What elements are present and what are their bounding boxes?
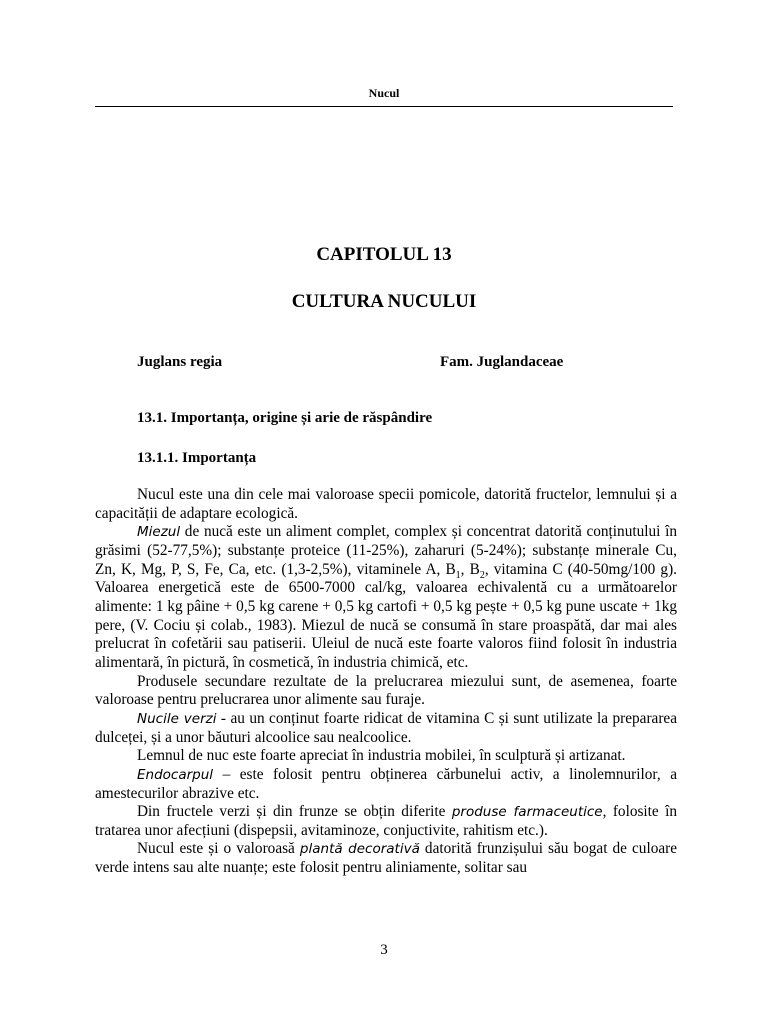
paragraph-2-text-c: , vitamina C (40-50mg/100 g). Valoarea energetică este de 6500-7000 cal/kg, valoarea echivalentă cu a următoarelor alimente: 1 kg pâine + 0,5 kg carene + 0,5 kg cartofi + 0,5 kg pește + 0,5 kg pune uscate + 1kg pere, (V. Cociu și colab., 1983). Miezul de nucă se consumă în stare proaspătă, dar mai ales prelucrat în cofetării sau patiserii. Uleiul de nucă este foarte valoros fiind folosit în industria alimentară, în pictură, în cosmetică, în industria chimică, etc. xyxy=(95,560,677,671)
paragraph-4-text: - au un conținut foarte ridicat de vitamina C și sunt utilizate la prepararea dulceței, și a unor băuturi alcoolice sau nealcoolice. xyxy=(95,709,677,746)
chapter-number: CAPITOLUL 13 xyxy=(316,244,452,265)
paragraph-6 xyxy=(95,766,677,803)
paragraph-7-text-b: , folosite în tratarea unor afecțiuni (dispepsii, avitaminoze, conjuctivite, rahitism etc.). xyxy=(95,803,677,839)
paragraph-3: Produsele secundare rezultate de la prelucrarea miezului sunt, de asemenea, foarte valoroase pentru prelucrarea unor alimente sau furaje. xyxy=(95,672,677,709)
term-nucile-verzi: Nucile verzi xyxy=(137,710,217,727)
subscript-2: 2 xyxy=(479,569,485,581)
section-heading: 13.1. Importanța, origine și arie de răspândire xyxy=(137,410,433,426)
family-name: Fam. Juglandaceae xyxy=(440,354,564,370)
paragraph-7 xyxy=(95,803,677,840)
page-number: 3 xyxy=(380,942,388,958)
term-produse-farmaceutice: produse farmaceutice xyxy=(451,804,603,821)
subsection-heading: 13.1.1. Importanța xyxy=(137,450,257,466)
species-name: Juglans regia xyxy=(137,354,223,370)
paragraph-5: Lemnul de nuc este foarte apreciat în industria mobilei, în sculptură și artizanat. xyxy=(137,747,626,765)
paragraph-8-text-a: Nucul este și o valoroasă xyxy=(137,840,300,858)
term-endocarpul: Endocarpul xyxy=(137,766,214,783)
paragraph-4 xyxy=(95,710,677,747)
running-header: Nucul xyxy=(368,86,400,100)
header-rule xyxy=(95,106,673,107)
paragraph-2 xyxy=(95,523,677,672)
term-miezul: Miezul xyxy=(137,524,181,541)
paragraph-6-text: – este folosit pentru obținerea cărbunelui activ, a linolemnurilor, a amestecurilor abrazive etc. xyxy=(95,765,677,802)
paragraph-8 xyxy=(95,840,677,877)
term-planta-decorativa: plantă decorativă xyxy=(299,841,420,858)
paragraph-2-text-b: , B xyxy=(460,560,480,578)
paragraph-2-text-a: de nucă este un aliment complet, complex și concentrat datorită conținutului în grăsimi (52-77,5%); substanțe proteice (11-25%), zaharuri (5-24%); substanțe minerale Cu, Zn, K, Mg, P, S, Fe, Ca, etc. (1,3-2,5%), vitaminele A, B xyxy=(95,523,677,578)
paragraph-7-text-a: Din fructele verzi și din frunze se obțin diferite xyxy=(137,803,452,821)
body-text xyxy=(95,486,677,878)
paragraph-8-text-b: datorită frunzișului său bogat de culoare verde intens sau alte nuanțe; este folosit pentru aliniamente, solitar sau xyxy=(95,840,678,877)
chapter-title: CULTURA NUCULUI xyxy=(291,291,477,312)
subscript-1: 1 xyxy=(455,569,461,581)
paragraph-1: Nucul este una din cele mai valoroase specii pomicole, datorită fructelor, lemnului și a capacității de adaptare ecologică. xyxy=(95,486,677,522)
